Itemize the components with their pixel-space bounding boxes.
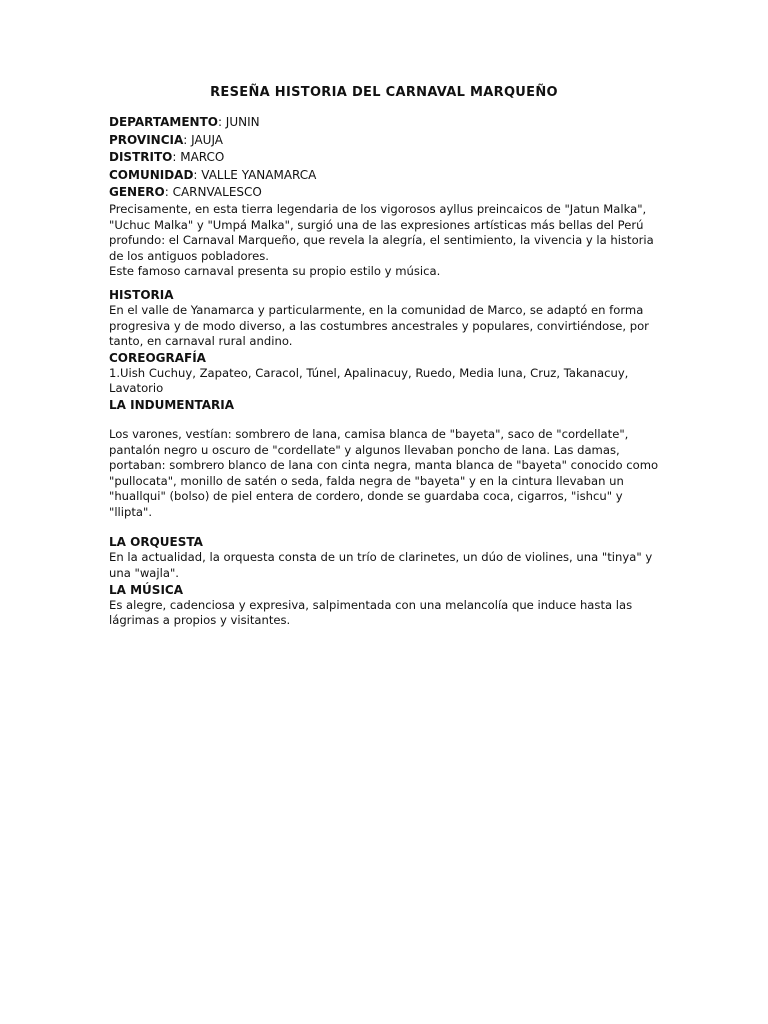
field-label: DEPARTAMENTO: [109, 115, 218, 129]
field-distrito: [109, 149, 659, 167]
field-comunidad: [109, 167, 659, 185]
field-label: DISTRITO: [109, 150, 173, 165]
section-heading-musica: LA MÚSICA: [109, 582, 183, 597]
field-label: COMUNIDAD: [109, 167, 194, 182]
field-value: : MARCO: [172, 150, 225, 165]
intro-paragraph-closing: Este famoso carnaval presenta su propio estilo y música.: [109, 264, 441, 279]
field-value: : VALLE YANAMARCA: [193, 167, 317, 182]
section-heading-indumentaria: LA INDUMENTARIA: [109, 397, 235, 412]
section-heading-historia: HISTORIA: [109, 287, 174, 302]
field-value: : CARNVALESCO: [164, 185, 262, 200]
section-text-musica: Es alegre, cadenciosa y expresiva, salpimentada con una melancolía que induce hasta las lágrimas a propios y visitantes.: [109, 597, 633, 628]
section-text-coreografia: 1.Uish Cuchuy, Zapateo, Caracol, Túnel, Apalinacuy, Ruedo, Media luna, Cruz, Takanacuy, Lavatorio: [109, 365, 629, 396]
field-genero: [109, 184, 659, 202]
document-title: RESEÑA HISTORIA DEL CARNAVAL MARQUEÑO: [210, 85, 558, 100]
field-value: : JUNIN: [217, 115, 260, 129]
field-label: PROVINCIA: [109, 132, 184, 147]
intro-paragraph: Precisamente, en esta tierra legendaria de los vigorosos ayllus preincaicos de "Jatun Malka", "Uchuc Malka" y "Umpá Malka", surgió una de las expresiones artísticas más bellas del Perú profundo: el Carnaval Marqueño, que revela la alegría, el sentimiento, la vivencia y la historia de los antiguos pobladores.: [109, 201, 654, 263]
section-heading-coreografia: COREOGRAFÍA: [109, 350, 206, 365]
section-text-indumentaria: Los varones, vestían: sombrero de lana, camisa blanca de "bayeta", saco de "cordellate", pantalón negro u oscuro de "cordellate" y algunos llevaban poncho de lana. Las damas, portaban: sombrero blanco de lana con cinta negra, manta blanca de "bayeta" conocido como "pullocata", monillo de satén o seda, falda negra de "bayeta" y en la cintura llevaban un "huallqui" (bolso) de piel entera de cordero, donde se guardaba coca, cigarros, "ishcu" y "llipta".: [109, 426, 659, 519]
field-provincia: [109, 132, 659, 150]
field-label: GENERO: [109, 185, 165, 200]
field-departamento: [109, 114, 659, 132]
document-content: [109, 84, 659, 629]
section-text-orquesta: En la actualidad, la orquesta consta de un trío de clarinetes, un dúo de violines, una "tinya" y una "wajla".: [109, 550, 653, 581]
section-text-historia: En el valle de Yanamarca y particularmente, en la comunidad de Marco, se adaptó en forma progresiva y de modo diverso, a las costumbres ancestrales y populares, convirtiéndose, por tanto, en carnaval rural andino.: [109, 302, 649, 349]
field-value: : JAUJA: [183, 132, 223, 147]
section-heading-orquesta: LA ORQUESTA: [109, 535, 203, 550]
